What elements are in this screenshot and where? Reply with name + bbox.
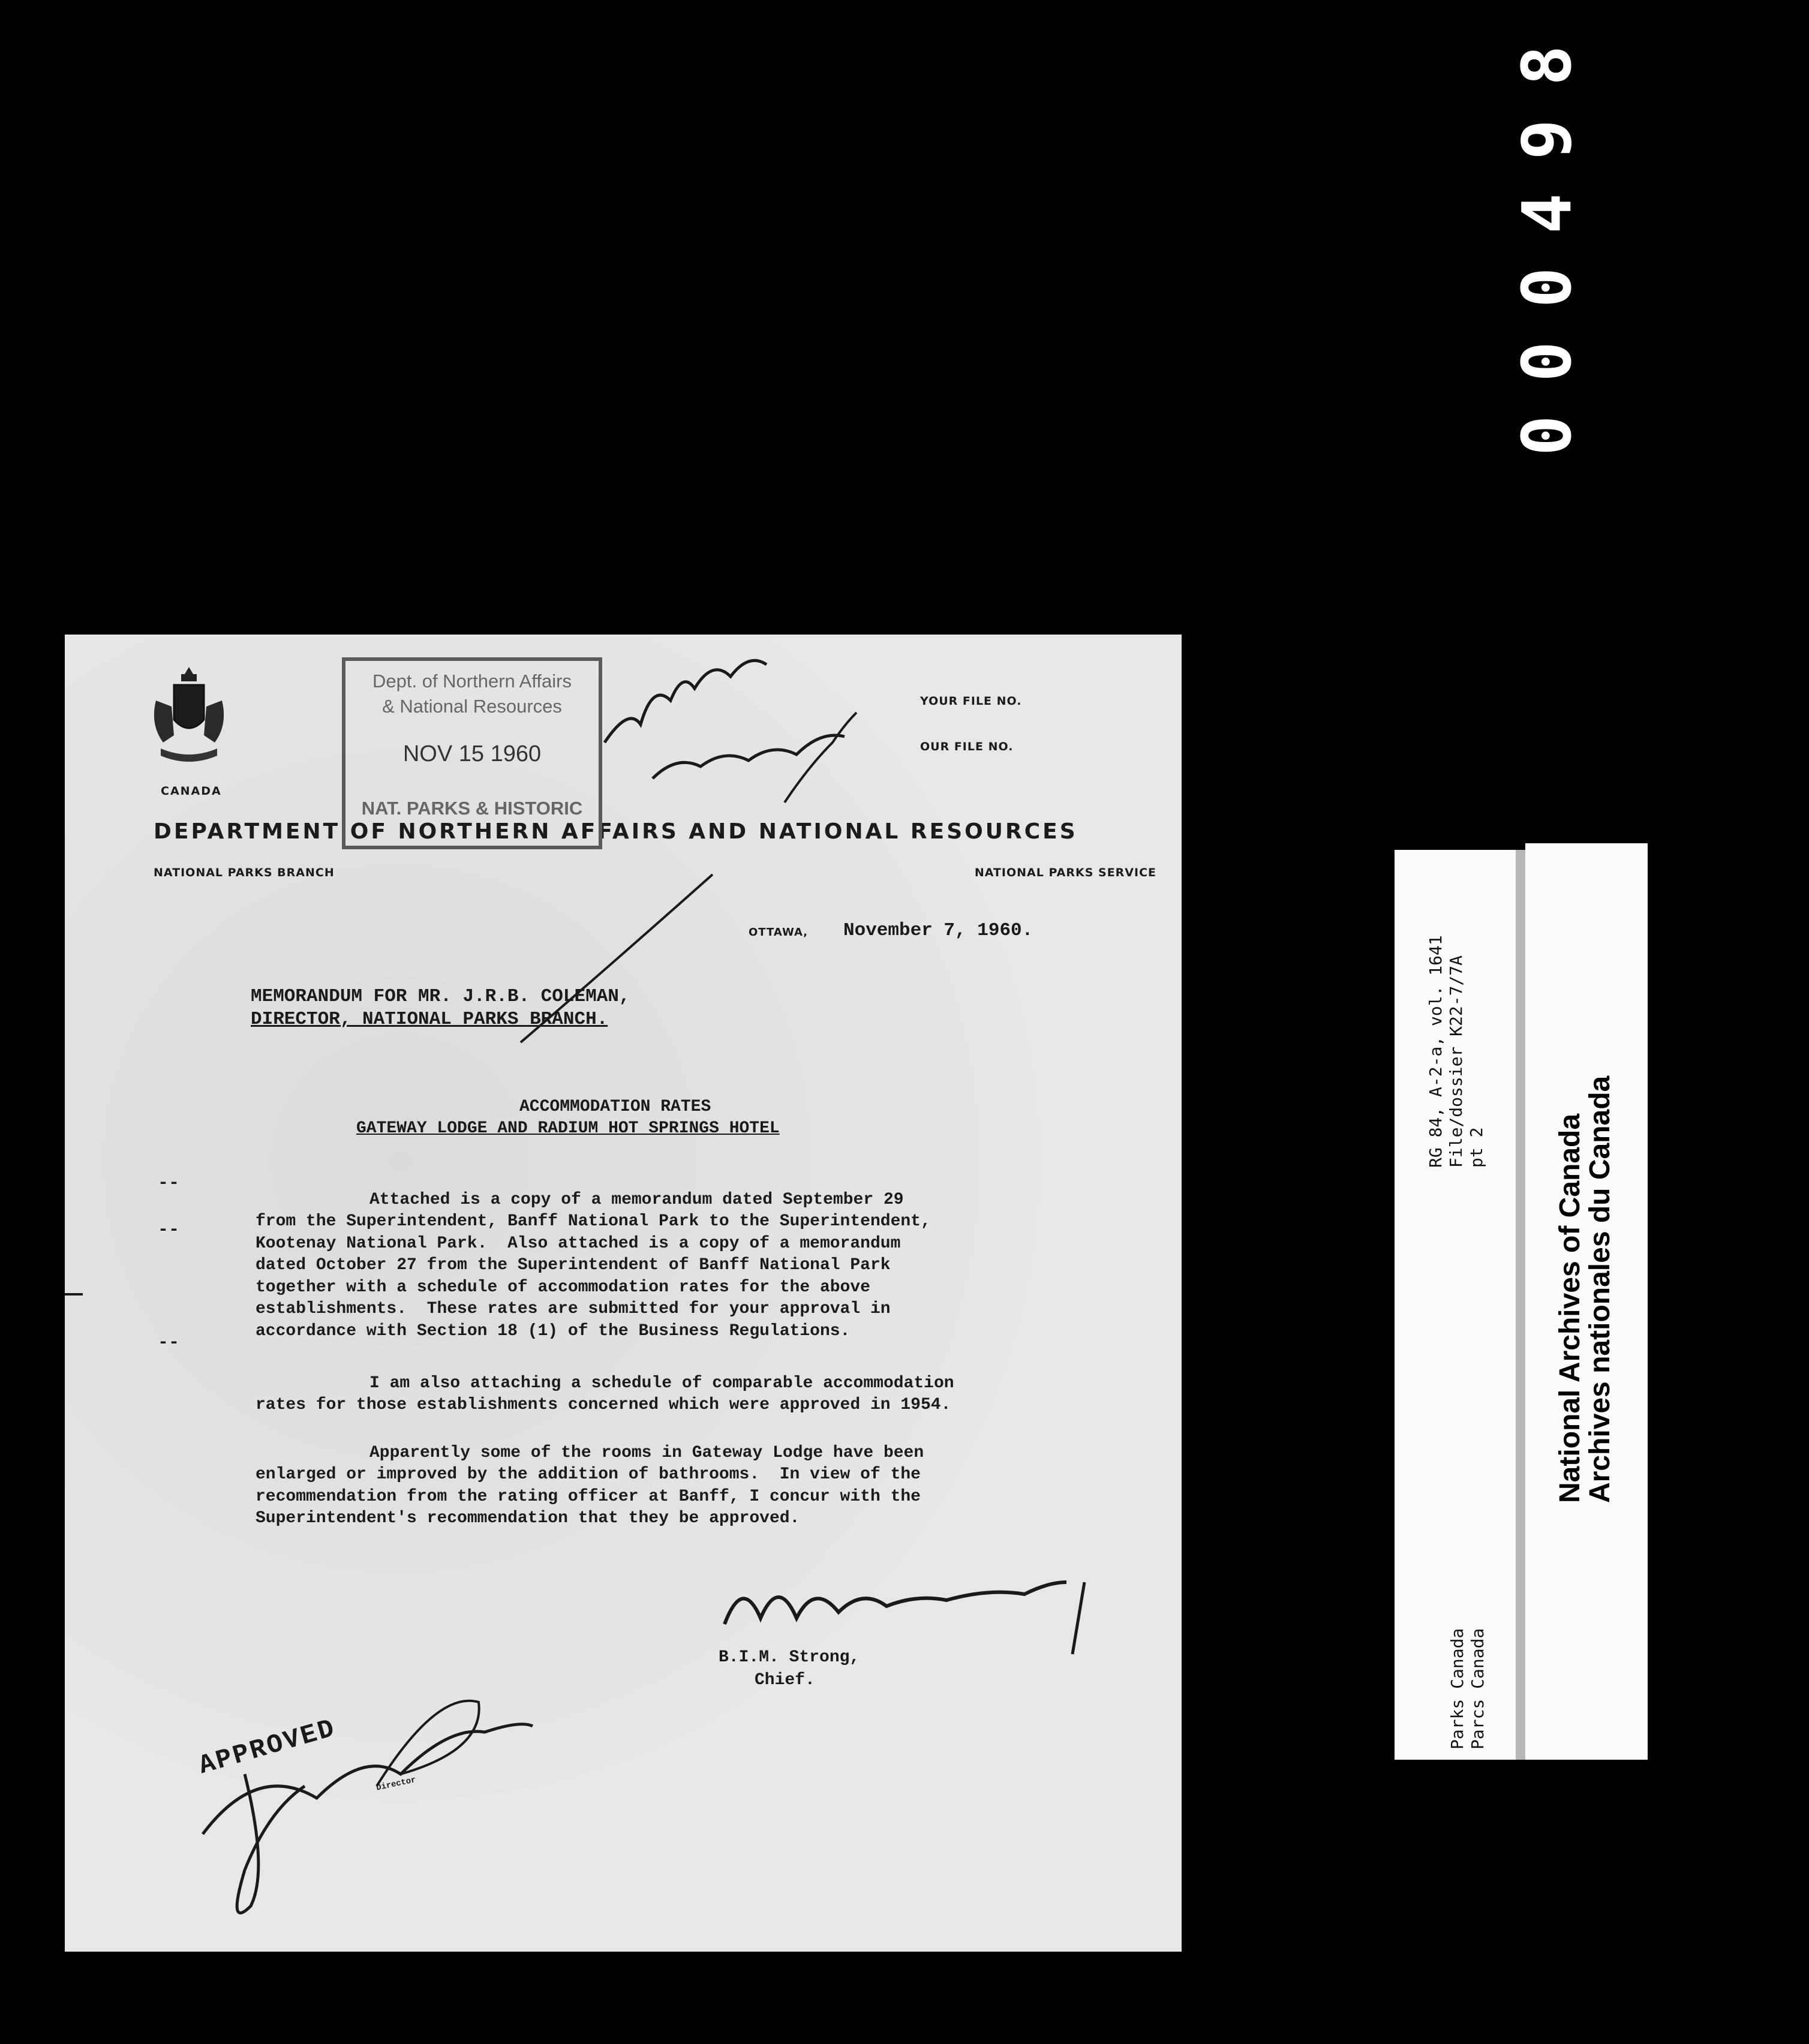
signature-stroke	[1072, 1582, 1084, 1654]
reference-line-1: RG 84, A-2-a, vol. 1641	[1426, 935, 1446, 1168]
institution-line-1: National Archives of Canada	[1554, 1113, 1586, 1503]
paragraph-line: accordance with Section 18 (1) of the Business Regulations.	[256, 1321, 851, 1340]
agency-line-1: Parks Canada	[1447, 1628, 1467, 1750]
memo-page	[65, 635, 1182, 1952]
addressee-line-2: DIRECTOR, NATIONAL PARKS BRANCH.	[251, 1009, 608, 1030]
subject-line-2: GATEWAY LODGE AND RADIUM HOT SPRINGS HOTEL	[356, 1119, 780, 1138]
film-frame-number: 000498	[1508, 11, 1586, 456]
signature-coleman	[203, 1724, 533, 1834]
stamp-line-4: NAT. PARKS & HISTORIC	[361, 798, 583, 819]
memo-date: November 7, 1960.	[843, 920, 1033, 941]
stamp-date: NOV 15 1960	[402, 741, 542, 767]
paragraph-line: from the Superintendent, Banff National Park to the Superintendent,	[256, 1212, 931, 1231]
margin-dash: --	[158, 1333, 180, 1353]
signer-name: B.I.M. Strong,	[719, 1648, 860, 1667]
signature-strong	[725, 1582, 1066, 1624]
handwritten-note	[653, 735, 845, 778]
paragraph-line: rates for those establishments concerned which were approved in 1954.	[256, 1396, 951, 1414]
branch-name-left: NATIONAL PARKS BRANCH	[154, 866, 335, 879]
approved-role: Director	[375, 1775, 417, 1793]
handwritten-stroke	[785, 713, 857, 802]
handwritten-note	[605, 660, 767, 743]
margin-dash: --	[158, 1173, 180, 1194]
margin-dash: --	[158, 1220, 180, 1240]
handwritten-annotations	[65, 635, 1182, 1952]
approved-stamp: APPROVED	[196, 1714, 339, 1782]
agency-line-2: Parcs Canada	[1468, 1628, 1488, 1750]
signature-stroke	[377, 1701, 479, 1786]
paragraph-line: I am also attaching a schedule of comparable accommodation	[369, 1373, 954, 1393]
memo-place: OTTAWA,	[749, 926, 809, 939]
paragraph-line: establishments. These rates are submitted for your approval in	[256, 1300, 891, 1318]
paragraph-line: recommendation from the rating officer at Banff, I concur with the	[256, 1487, 921, 1506]
department-title: DEPARTMENT OF NORTHERN AFFAIRS AND NATIONAL RESOURCES	[154, 819, 1078, 844]
archive-institution-label	[1525, 843, 1648, 1760]
branch-name-right: NATIONAL PARKS SERVICE	[974, 866, 1156, 879]
spine-divider	[1516, 850, 1525, 1760]
paragraph-line: Attached is a copy of a memorandum dated September 29	[369, 1190, 904, 1209]
paragraph-line: together with a schedule of accommodation rates for the above	[256, 1278, 870, 1297]
institution-line-2: Archives nationales du Canada	[1584, 1075, 1616, 1503]
paragraph-line: enlarged or improved by the addition of bathrooms. In view of the	[256, 1465, 921, 1484]
stamp-line-1: Dept. of Northern Affairs	[372, 671, 572, 692]
reference-line-2: File/dossier K22-7/7A	[1446, 955, 1466, 1168]
check-mark	[521, 874, 713, 1042]
signer-title: Chief.	[755, 1671, 815, 1690]
paragraph-line: Superintendent's recommendation that they be approved.	[256, 1509, 800, 1528]
letterhead-country: CANADA	[161, 784, 222, 798]
paragraph-line: Apparently some of the rooms in Gateway Lodge have been	[369, 1443, 924, 1462]
addressee-line-1: MEMORANDUM FOR MR. J.R.B. COLEMAN,	[251, 986, 630, 1007]
subject-line-1: ACCOMMODATION RATES	[519, 1098, 711, 1116]
reference-line-3: pt 2	[1467, 1127, 1486, 1168]
your-file-label: YOUR FILE NO.	[920, 695, 1022, 708]
archive-reference-label	[1395, 850, 1516, 1760]
paragraph-line: Kootenay National Park. Also attached is a copy of a memorandum	[256, 1234, 901, 1253]
stamp-line-2: & National Resources	[382, 696, 562, 717]
our-file-label: OUR FILE NO.	[920, 740, 1014, 753]
paragraph-line: dated October 27 from the Superintendent of Banff National Park	[256, 1256, 891, 1275]
